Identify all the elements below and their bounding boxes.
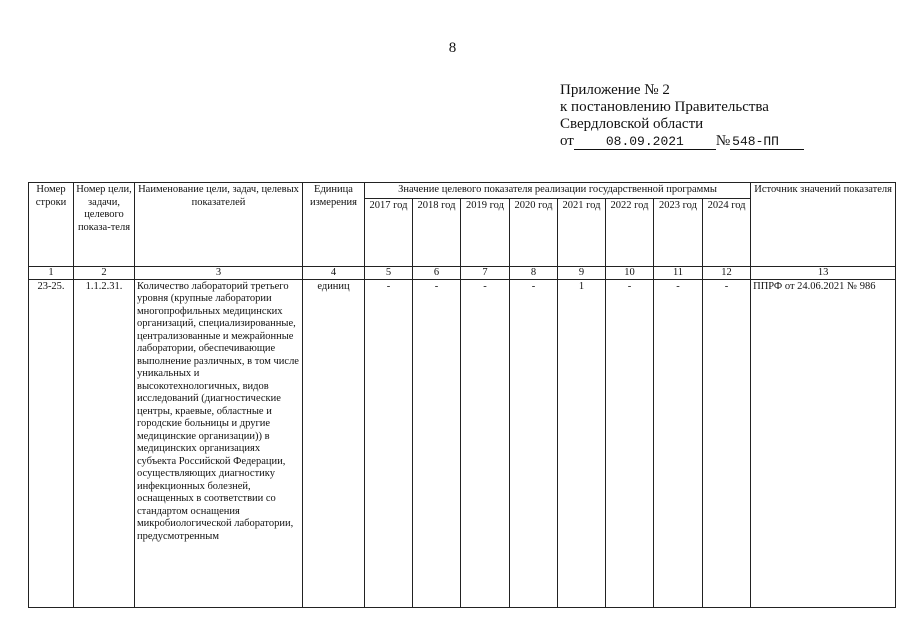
header-source: Источник значений показателя <box>751 183 896 267</box>
column-number: 2 <box>74 266 135 279</box>
column-number: 9 <box>558 266 606 279</box>
column-number: 5 <box>365 266 413 279</box>
appendix-header <box>560 82 804 150</box>
column-number: 11 <box>654 266 703 279</box>
appendix-line-2: к постановлению Правительства <box>560 99 769 115</box>
date-prefix: от <box>560 133 574 149</box>
indicators-table <box>28 182 896 608</box>
header-year: 2018 год <box>413 198 461 266</box>
header-row-1 <box>29 183 896 199</box>
goal-number-cell: 1.1.2.31. <box>74 279 135 607</box>
header-year: 2020 год <box>510 198 558 266</box>
column-number: 1 <box>29 266 74 279</box>
number-prefix: № <box>715 133 731 149</box>
header-goal-number: Номер цели, задачи, целевого показа-теля <box>74 183 135 267</box>
value-cell-2019: - <box>461 279 510 607</box>
value-cell-2018: - <box>413 279 461 607</box>
row-number-cell: 23-25. <box>29 279 74 607</box>
column-number: 6 <box>413 266 461 279</box>
header-year: 2022 год <box>606 198 654 266</box>
column-number: 13 <box>751 266 896 279</box>
column-number: 3 <box>135 266 303 279</box>
table-row <box>29 279 896 607</box>
column-number: 12 <box>703 266 751 279</box>
unit-cell: единиц <box>303 279 365 607</box>
value-cell-2020: - <box>510 279 558 607</box>
value-cell-2024: - <box>703 279 751 607</box>
header-year: 2023 год <box>654 198 703 266</box>
column-numbers-row <box>29 266 896 279</box>
decree-date: 08.09.2021 <box>574 135 716 150</box>
decree-number: 548-ПП <box>730 135 804 150</box>
header-year: 2017 год <box>365 198 413 266</box>
value-cell-2017: - <box>365 279 413 607</box>
header-year: 2024 год <box>703 198 751 266</box>
value-cell-2021: 1 <box>558 279 606 607</box>
header-year: 2019 год <box>461 198 510 266</box>
column-number: 8 <box>510 266 558 279</box>
header-year: 2021 год <box>558 198 606 266</box>
header-values-group: Значение целевого показателя реализации государственной программы <box>365 183 751 199</box>
source-cell: ППРФ от 24.06.2021 № 986 <box>751 279 896 607</box>
value-cell-2023: - <box>654 279 703 607</box>
header-row-number: Номер строки <box>29 183 74 267</box>
appendix-line-1: Приложение № 2 <box>560 82 670 98</box>
column-number: 7 <box>461 266 510 279</box>
header-unit: Единица измерения <box>303 183 365 267</box>
indicator-name-cell: Количество лабораторий третьего уровня (крупные лаборатории многопрофильных медицинских организаций, специализированные, централизованные и межрайонные лаборатории, обеспечивающие выполнение различных, в том числе уникальных и высокотехнологичных, видов исследований (диагностические центры, краевые, областные и городские больницы и другие медицинские организации)) в медицинских организациях субъекта Российской Федерации, осуществляющих диагностику инфекционных болезней, оснащенных в соответствии со стандартом оснащения микробиологической лаборатории, предусмотренным <box>135 279 303 607</box>
value-cell-2022: - <box>606 279 654 607</box>
page-number: 8 <box>448 40 457 56</box>
header-name: Наименование цели, задач, целевых показателей <box>135 183 303 267</box>
column-number: 10 <box>606 266 654 279</box>
appendix-line-3: Свердловской области <box>560 116 704 132</box>
column-number: 4 <box>303 266 365 279</box>
appendix-date-line <box>560 133 804 150</box>
